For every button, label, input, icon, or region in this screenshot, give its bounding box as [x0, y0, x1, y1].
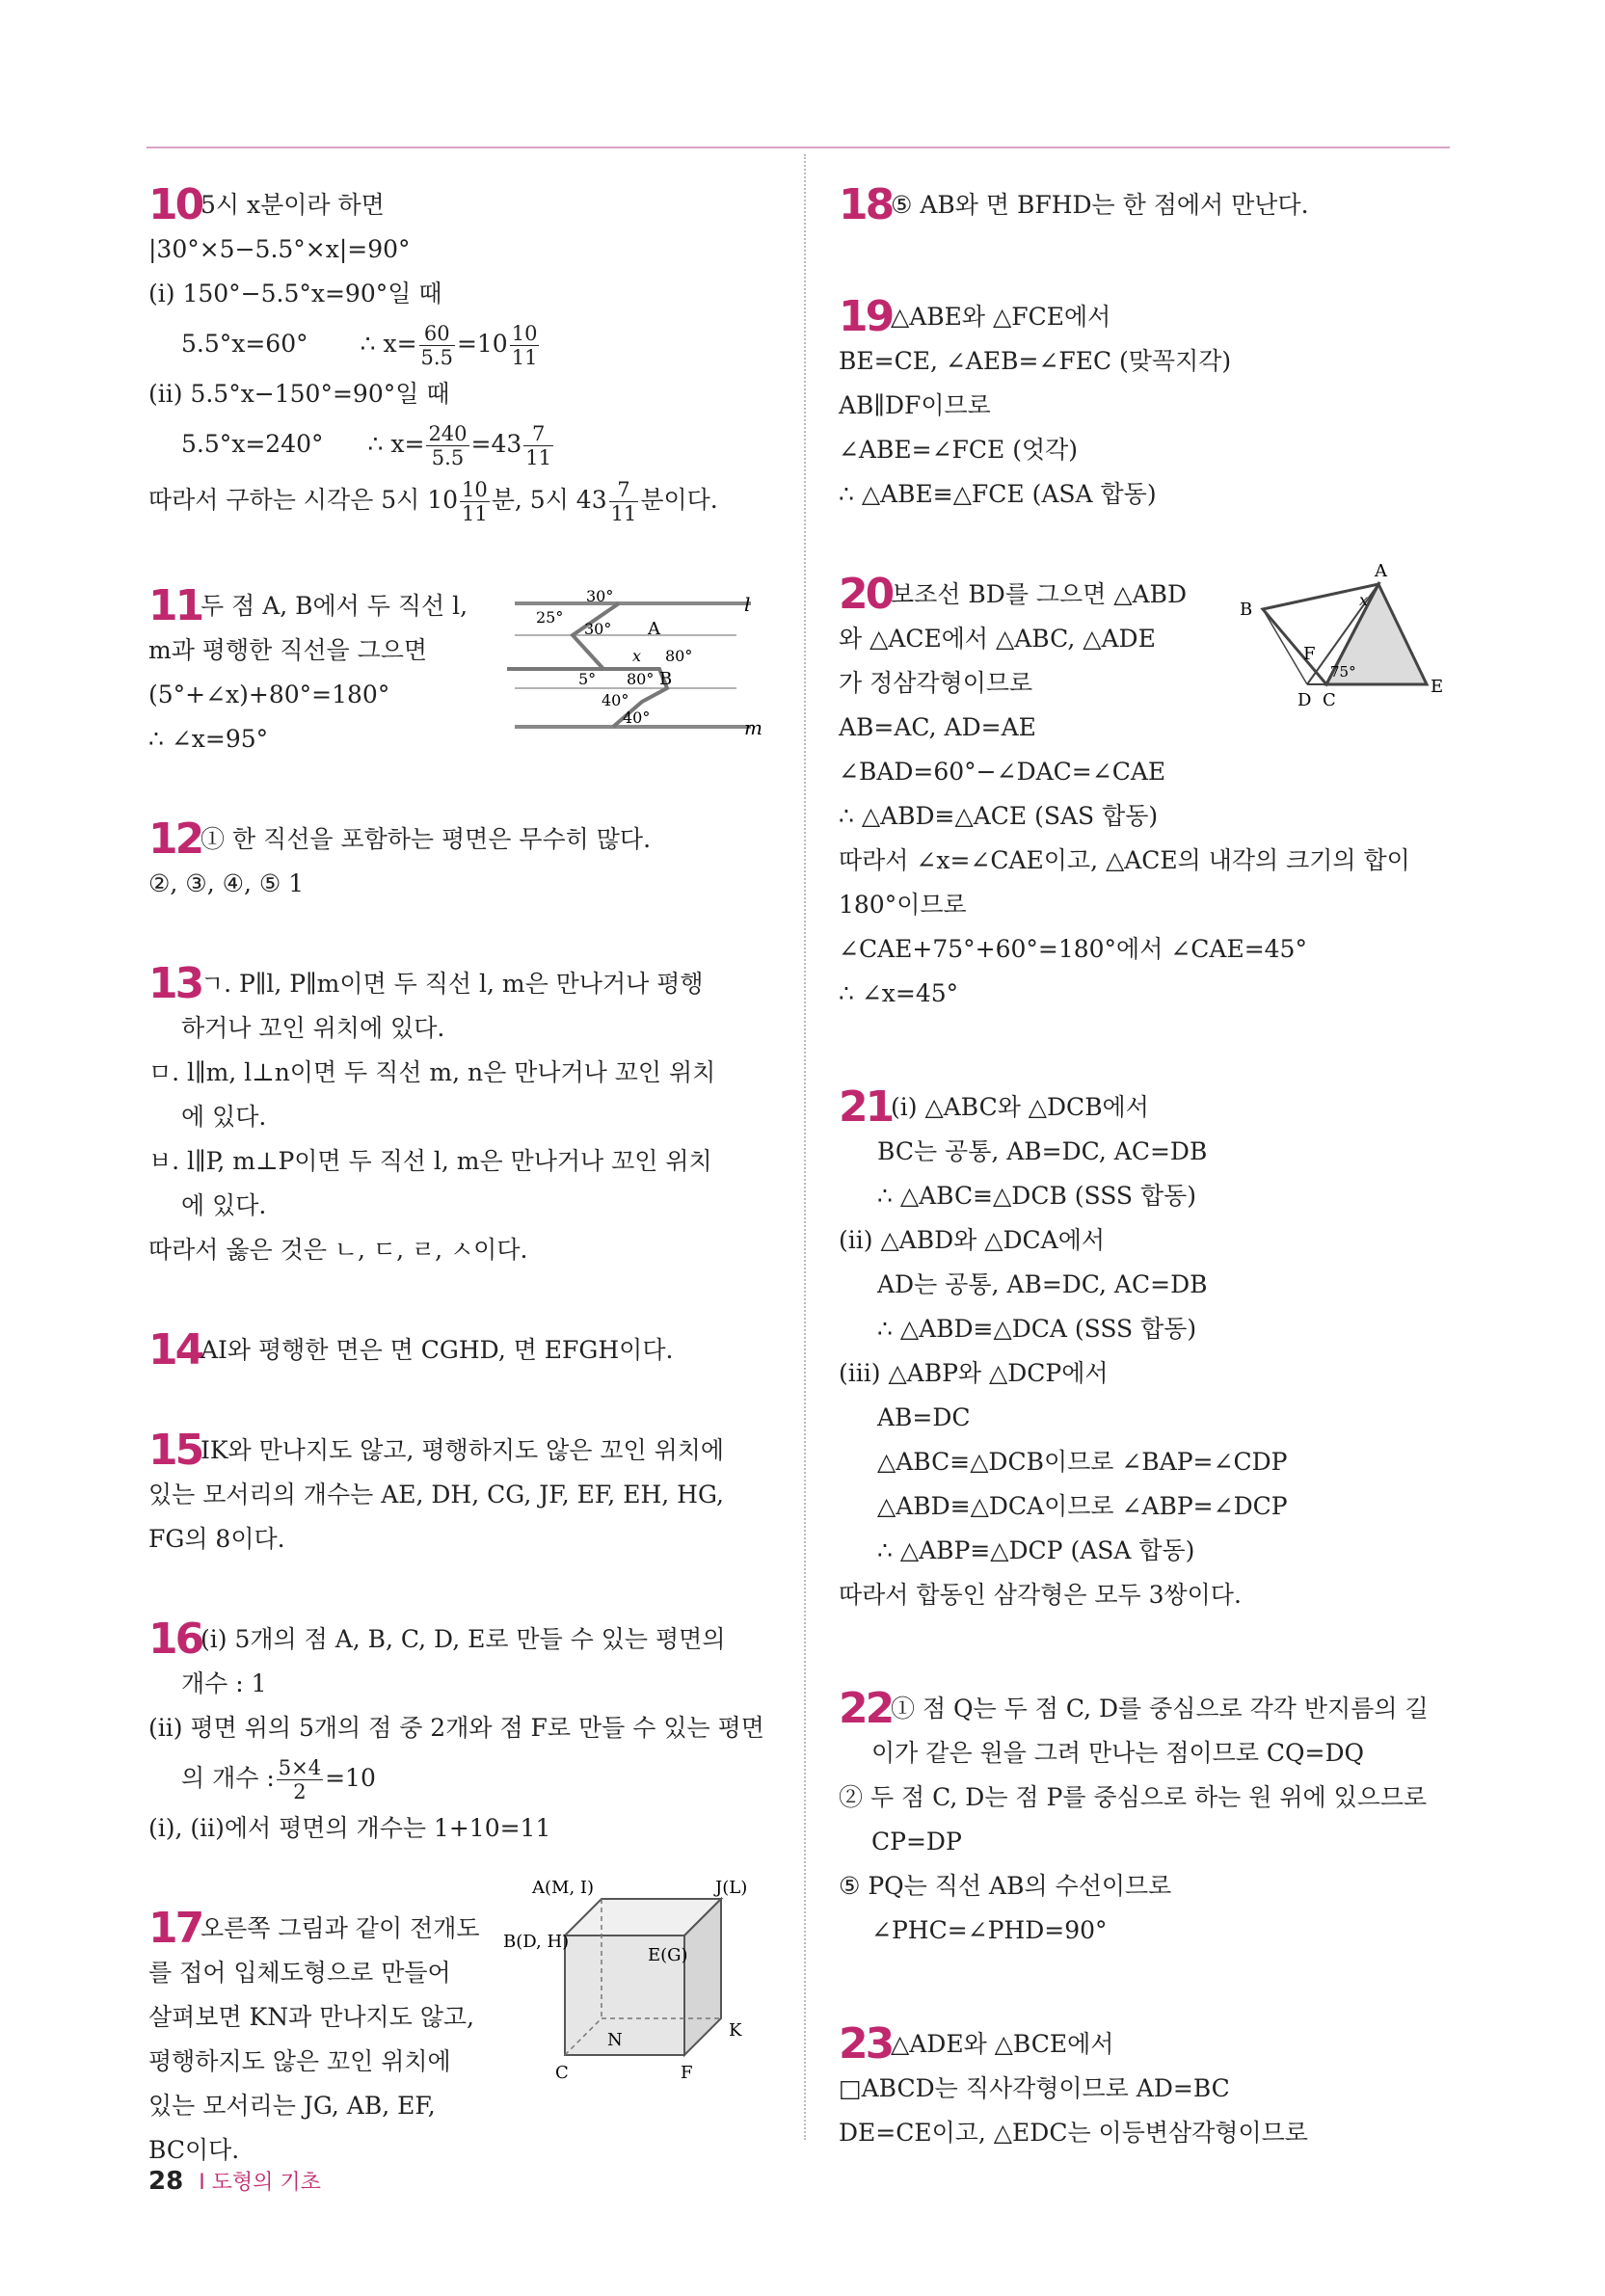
solution-line: 하거나 꼬인 위치에 있다. — [181, 1014, 445, 1042]
fraction: $\frac{10}{11}$ — [511, 322, 538, 369]
solution-line: ⑤ PQ는 직선 AB의 수선이므로 — [839, 1872, 1172, 1900]
solution-line: 따라서 옳은 것은 ㄴ, ㄷ, ㄹ, ㅅ이다. — [148, 1236, 528, 1264]
solution-line: BC이다. — [148, 2136, 240, 2164]
solution-line: 살펴보면 KN과 만나지도 않고, — [148, 2003, 474, 2031]
solution-line: ㅂ. l∥P, m⊥P이면 두 직선 l, m은 만나거나 꼬인 위치 — [148, 1147, 712, 1175]
solution-line: 에 있다. — [181, 1103, 267, 1131]
solution-line: ∴ △ABE≡△FCE (ASA 합동) — [839, 480, 1157, 508]
solution-line: BE=CE, ∠AEB=∠FEC (맞꼭지각) — [839, 347, 1232, 375]
solution-line: ∴ ∠x=45° — [839, 979, 959, 1007]
problem-number: 19 — [839, 292, 893, 341]
problem-number: 10 — [148, 180, 202, 229]
solution-line: 에 있다. — [181, 1191, 267, 1219]
vertex-label: K — [729, 2020, 742, 2041]
problem-14 — [148, 1325, 765, 1375]
solution-line: 따라서 합동인 삼각형은 모두 3쌍이다. — [839, 1581, 1242, 1609]
equation: =10 — [456, 330, 508, 358]
equation: 의 개수 : — [181, 1764, 275, 1792]
solution-line: △ABC≡△DCB이므로 ∠BAP=∠CDP — [877, 1448, 1288, 1476]
solution-line: 가 정삼각형이므로 — [839, 669, 1033, 697]
solution-line: (ⅰ) 5개의 점 A, B, C, D, E로 만들 수 있는 평면의 — [201, 1625, 726, 1653]
vertex-label: C — [555, 2063, 569, 2083]
vertex-label: C — [1323, 690, 1336, 710]
solution-line: m과 평행한 직선을 그으면 — [148, 636, 428, 664]
solution-line: CP=DP — [871, 1828, 962, 1855]
vertex-label: J(L) — [715, 1878, 748, 1898]
solution-line: ∴ ∠x=95° — [148, 725, 269, 753]
solution-line: (ⅲ) △ABP와 △DCP에서 — [839, 1359, 1109, 1387]
angle-label: 40° — [602, 691, 629, 709]
equation: 5.5°x=240° — [181, 430, 324, 458]
vertex-label: F — [681, 2063, 693, 2083]
problem-number: 16 — [148, 1615, 202, 1664]
solution-line: 개수 : 1 — [181, 1669, 267, 1697]
solution-line: 있는 모서리의 개수는 AE, DH, CG, JF, EF, EH, HG, — [148, 1481, 724, 1508]
solution-line: (ⅰ) 150°−5.5°x=90°일 때 — [148, 280, 442, 307]
angle-label: 80° — [627, 670, 655, 688]
problem-13 — [148, 959, 765, 1272]
header-rule — [147, 147, 1450, 148]
solution-line: AB∥DF이므로 — [839, 391, 991, 419]
solution-line: 있는 모서리는 JG, AB, EF, — [148, 2092, 436, 2120]
vertex-label: A — [1375, 561, 1387, 581]
vertex-label: B(D, H) — [503, 1932, 570, 1952]
equation: =10 — [325, 1764, 376, 1792]
label-m: m — [744, 716, 762, 739]
conclusion-text: 분, 5시 43 — [491, 486, 607, 514]
angle-label: 30° — [584, 620, 612, 638]
solution-line: BC는 공통, AB=DC, AC=DB — [877, 1137, 1208, 1165]
solution-line: ∠PHC=∠PHD=90° — [871, 1916, 1108, 1944]
fraction: $\frac{5\times 4}{2}$ — [278, 1756, 322, 1803]
problem-17 — [148, 1878, 765, 2173]
solution-line: 두 점 A, B에서 두 직선 l, — [201, 592, 468, 620]
problem-22 — [839, 1684, 1465, 1953]
conclusion-text: 따라서 구하는 시각은 5시 10 — [148, 486, 459, 514]
solution-line: ∴ △ABD≡△DCA (SSS 합동) — [877, 1315, 1197, 1343]
fraction: $\frac{7}{11}$ — [610, 478, 637, 525]
solution-line: (ⅱ) △ABD와 △DCA에서 — [839, 1226, 1105, 1254]
solution-line: 오른쪽 그림과 같이 전개도 — [201, 1914, 480, 1942]
left-column — [148, 180, 765, 2229]
solution-line: △ADE와 △BCE에서 — [891, 2030, 1114, 2058]
solution-line: △ABD≡△DCA이므로 ∠ABP=∠DCP — [877, 1492, 1288, 1520]
solution-line: ㄱ. P∥l, P∥m이면 두 직선 l, m은 만나거나 평행 — [201, 970, 704, 998]
problem-number: 20 — [839, 570, 893, 619]
right-column — [839, 180, 1465, 2211]
solution-line: 180°이므로 — [839, 891, 967, 919]
solution-line: 와 △ACE에서 △ABC, △ADE — [839, 625, 1156, 653]
solution-line: ① 점 Q는 두 점 C, D를 중심으로 각각 반지름의 길 — [891, 1695, 1429, 1722]
problem-12 — [148, 814, 765, 906]
problem-18 — [839, 180, 1465, 229]
solution-line — [148, 316, 765, 372]
problem-number: 22 — [839, 1684, 893, 1733]
fraction: $\frac{10}{11}$ — [462, 478, 488, 525]
problem-number: 15 — [148, 1426, 202, 1475]
problem-20 — [839, 561, 1465, 1016]
solution-line: ∴ △ABD≡△ACE (SAS 합동) — [839, 802, 1159, 830]
angle-label: x — [1359, 591, 1369, 609]
solution-line: ∠ABE=∠FCE (엇각) — [839, 436, 1078, 464]
solution-line: AB=AC, AD=AE — [839, 713, 1036, 741]
angle-label: 80° — [665, 647, 693, 665]
fraction: $\frac{240}{5.5}$ — [428, 422, 468, 469]
solution-line: IK와 만나지도 않고, 평행하지도 않은 꼬인 위치에 — [201, 1436, 725, 1464]
solution-line: (ⅰ), (ⅱ)에서 평면의 개수는 1+10=11 — [148, 1814, 551, 1842]
angle-label: 25° — [536, 608, 564, 627]
solution-line: ∴ △ABC≡△DCB (SSS 합동) — [877, 1182, 1197, 1210]
fraction: $\frac{60}{5.5}$ — [420, 322, 453, 369]
equation: ∴ x= — [367, 430, 425, 458]
equation: =43 — [470, 430, 522, 458]
fraction: $\frac{7}{11}$ — [525, 422, 552, 469]
vertex-label: F — [1303, 644, 1316, 664]
vertex-label: B — [1240, 600, 1253, 620]
problem-11 — [148, 581, 765, 761]
label-l: l — [744, 593, 751, 616]
problem-number: 13 — [148, 959, 202, 1008]
solution-line — [148, 472, 765, 528]
problem-number: 18 — [839, 180, 893, 229]
problem-15 — [148, 1428, 765, 1562]
solution-line: AB=DC — [877, 1403, 971, 1431]
solution-line: 를 접어 입체도형으로 만들어 — [148, 1959, 451, 1987]
solution-line: AI와 평행한 면은 면 CGHD, 면 EFGH이다. — [201, 1336, 674, 1364]
vertex-label: E(G) — [648, 1945, 688, 1965]
angle-label: x — [632, 647, 642, 665]
solution-line: (ⅱ) 5.5°x−150°=90°일 때 — [148, 380, 450, 408]
problem-19 — [839, 292, 1465, 517]
problem-16 — [148, 1617, 765, 1851]
angle-label: 5° — [578, 670, 597, 688]
solution-line: □ABCD는 직사각형이므로 AD=BC — [839, 2074, 1230, 2102]
solution-line: ㅁ. l∥m, l⊥n이면 두 직선 m, n은 만나거나 꼬인 위치 — [148, 1058, 716, 1086]
angle-label: 30° — [586, 587, 614, 605]
cube-figure — [503, 1878, 775, 2121]
problem-number: 11 — [148, 581, 202, 630]
problem-number: 17 — [148, 1904, 202, 1953]
problem-number: 23 — [839, 2019, 893, 2069]
point-label: B — [659, 669, 673, 689]
solution-line: ② 두 점 C, D는 점 P를 중심으로 하는 원 위에 있으므로 — [839, 1783, 1428, 1811]
solution-line: 이가 같은 원을 그려 만나는 점이므로 CQ=DQ — [871, 1739, 1365, 1767]
problem-10 — [148, 180, 765, 528]
angle-label: 40° — [623, 708, 651, 727]
solution-line: (ⅱ) 평면 위의 5개의 점 중 2개와 점 F로 만들 수 있는 평면 — [148, 1714, 764, 1742]
solution-line: DE=CE이고, △EDC는 이등변삼각형이므로 — [839, 2119, 1308, 2147]
problem-number: 12 — [148, 814, 202, 864]
solution-line: ∠BAD=60°−∠DAC=∠CAE — [839, 758, 1166, 786]
equation: 5.5°x=60° — [181, 330, 308, 358]
vertex-label: N — [607, 2030, 623, 2050]
solution-line: ②, ③, ④, ⑤ 1 — [148, 869, 305, 897]
column-divider — [804, 154, 806, 2140]
solution-line — [148, 416, 765, 472]
problem-number: 21 — [839, 1082, 893, 1132]
problem-23 — [839, 2019, 1465, 2155]
conclusion-text: 분이다. — [640, 486, 718, 514]
solution-line: AD는 공통, AB=DC, AC=DB — [877, 1270, 1208, 1298]
triangle-figure — [1234, 561, 1465, 710]
solution-line — [148, 1750, 765, 1806]
solution-line: ∠CAE+75°+60°=180°에서 ∠CAE=45° — [839, 935, 1307, 963]
angle-label: 75° — [1330, 663, 1356, 681]
parallel-lines-figure — [505, 574, 765, 738]
solution-line: ① 한 직선을 포함하는 평면은 무수히 많다. — [201, 825, 652, 853]
segment-BD — [1263, 609, 1307, 684]
point-label: A — [648, 619, 660, 639]
page-footer — [148, 2166, 321, 2196]
solution-line: 따라서 ∠x=∠CAE이고, △ACE의 내각의 크기의 합이 — [839, 846, 1410, 874]
solution-line: 평행하지도 않은 꼬인 위치에 — [148, 2047, 451, 2075]
vertex-label: E — [1431, 677, 1444, 697]
page-number: 28 — [148, 2167, 184, 2196]
solution-line: (5°+∠x)+80°=180° — [148, 681, 390, 708]
vertex-label: A(M, I) — [532, 1878, 595, 1898]
solution-line: ∴ △ABP≡△DCP (ASA 합동) — [877, 1536, 1195, 1564]
equation: ∴ x= — [360, 330, 417, 358]
solution-line: |30°×5−5.5°×x|=90° — [148, 235, 411, 263]
solution-line: 5시 x분이라 하면 — [201, 191, 385, 219]
problem-21 — [839, 1082, 1465, 1617]
solution-line: △ABE와 △FCE에서 — [891, 303, 1111, 331]
solution-line: (ⅰ) △ABC와 △DCB에서 — [891, 1093, 1149, 1121]
solution-line: ⑤ AB와 면 BFHD는 한 점에서 만난다. — [891, 191, 1309, 219]
chapter-title: Ⅰ 도형의 기초 — [199, 2171, 321, 2195]
vertex-label: D — [1297, 690, 1312, 710]
problem-number: 14 — [148, 1325, 202, 1375]
solution-line: 보조선 BD를 그으면 △ABD — [891, 580, 1188, 608]
solution-line: FG의 8이다. — [148, 1525, 285, 1553]
